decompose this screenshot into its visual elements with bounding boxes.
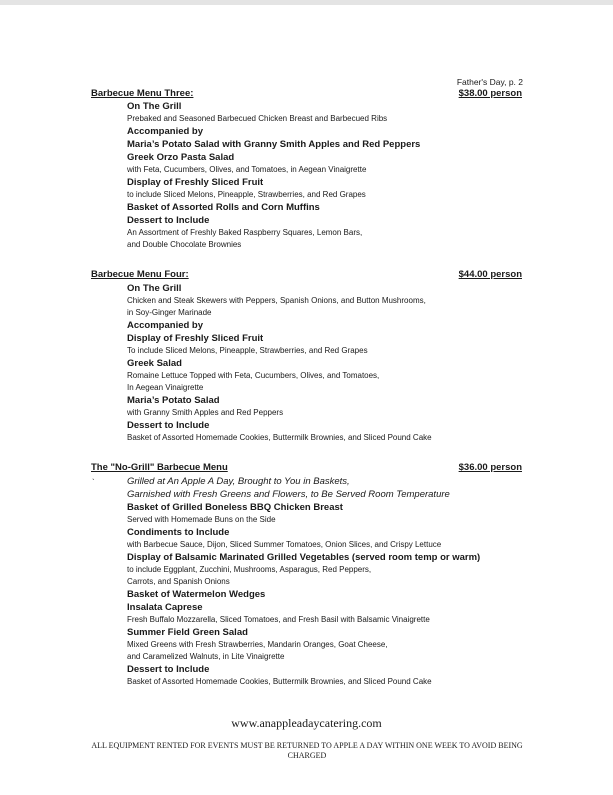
menu-header-three <box>91 88 522 99</box>
menu-item-description: Prebaked and Seasoned Barbecued Chicken Breast and Barbecued Ribs <box>127 114 388 123</box>
menu-item-description: Served with Homemade Buns on the Side <box>127 515 276 524</box>
menu-item-description: In Aegean Vinaigrette <box>127 383 204 392</box>
menu-item-heading: Accompanied by <box>127 320 204 331</box>
menu-item-heading: Dessert to Include <box>127 215 210 226</box>
menu-item-heading: On The Grill <box>127 101 182 112</box>
menu-item-heading: Condiments to Include <box>127 527 230 538</box>
menu-item-heading: Maria’s Potato Salad <box>127 395 220 406</box>
menu-item-heading: Display of Freshly Sliced Fruit <box>127 333 264 344</box>
top-bar <box>0 0 613 5</box>
menu-price: $36.00 person <box>458 462 522 473</box>
menu-item-heading: Maria’s Potato Salad with Granny Smith Apples and Red Peppers <box>127 139 421 150</box>
menu-item-description: to include Sliced Melons, Pineapple, Strawberries, and Red Grapes <box>127 190 366 199</box>
menu-item-heading: On The Grill <box>127 283 182 294</box>
menu-price: $38.00 person <box>458 88 522 99</box>
menu-item-description: Romaine Lettuce Topped with Feta, Cucumbers, Olives, and Tomatoes, <box>127 371 380 380</box>
menu-item-heading: Insalata Caprese <box>127 602 203 613</box>
equipment-disclaimer: ALL EQUIPMENT RENTED FOR EVENTS MUST BE RETURNED TO APPLE A DAY WITHIN ONE WEEK TO AVOID BEING CHARGED <box>91 741 523 760</box>
menu-item-heading: Display of Freshly Sliced Fruit <box>127 177 264 188</box>
menu-item-heading: Dessert to Include <box>127 664 210 675</box>
menu-item-description: Carrots, and Spanish Onions <box>127 577 230 586</box>
menu-title: Barbecue Menu Three: <box>91 88 194 99</box>
menu-item-description: Mixed Greens with Fresh Strawberries, Mandarin Oranges, Goat Cheese, <box>127 640 388 649</box>
menu-item-description: in Soy-Ginger Marinade <box>127 308 212 317</box>
menu-intro-text: Garnished with Fresh Greens and Flowers, to Be Served Room Temperature <box>127 489 450 500</box>
menu-title: The "No-Grill" Barbecue Menu <box>91 462 228 473</box>
menu-item-description: To include Sliced Melons, Pineapple, Strawberries, and Red Grapes <box>127 346 368 355</box>
menu-header-no-grill <box>91 462 522 473</box>
menu-item-heading: Accompanied by <box>127 126 204 137</box>
menu-title: Barbecue Menu Four: <box>91 269 189 280</box>
menu-item-description: Fresh Buffalo Mozzarella, Sliced Tomatoes, and Fresh Basil with Balsamic Vinaigrette <box>127 615 430 624</box>
menu-item-heading: Basket of Assorted Rolls and Corn Muffins <box>127 202 320 213</box>
menu-item-description: with Feta, Cucumbers, Olives, and Tomatoes, in Aegean Vinaigrette <box>127 165 367 174</box>
menu-header-four <box>91 269 522 280</box>
menu-item-description: and Caramelized Walnuts, in Lite Vinaigrette <box>127 652 285 661</box>
menu-item-description: with Barbecue Sauce, Dijon, Sliced Summer Tomatoes, Onion Slices, and Crispy Lettuce <box>127 540 442 549</box>
menu-item-description: Chicken and Steak Skewers with Peppers, Spanish Onions, and Button Mushrooms, <box>127 296 426 305</box>
menu-body-three <box>127 100 527 251</box>
menu-body-no-grill <box>127 475 527 688</box>
menu-item-description: and Double Chocolate Brownies <box>127 240 242 249</box>
menu-item-description: An Assortment of Freshly Baked Raspberry Squares, Lemon Bars, <box>127 228 363 237</box>
menu-body-four <box>127 282 527 444</box>
menu-item-description: to include Eggplant, Zucchini, Mushrooms, Asparagus, Red Peppers, <box>127 565 372 574</box>
menu-item-heading: Greek Orzo Pasta Salad <box>127 152 235 163</box>
menu-item-description: Basket of Assorted Homemade Cookies, Buttermilk Brownies, and Sliced Pound Cake <box>127 677 432 686</box>
menu-item-heading: Summer Field Green Salad <box>127 627 248 638</box>
menu-item-heading: Greek Salad <box>127 358 182 369</box>
menu-item-description: with Granny Smith Apples and Red Peppers <box>127 408 284 417</box>
menu-item-heading: Dessert to Include <box>127 420 210 431</box>
website-link[interactable]: www.anappleadaycatering.com <box>231 716 382 730</box>
stray-mark: ` <box>92 478 95 487</box>
menu-item-heading: Display of Balsamic Marinated Grilled Vegetables (served room temp or warm) <box>127 552 481 563</box>
menu-price: $44.00 person <box>458 269 522 280</box>
menu-item-description: Basket of Assorted Homemade Cookies, Buttermilk Brownies, and Sliced Pound Cake <box>127 433 432 442</box>
page-label: Father's Day, p. 2 <box>456 77 523 87</box>
menu-intro-text: Grilled at An Apple A Day, Brought to You in Baskets, <box>127 476 350 487</box>
menu-item-heading: Basket of Grilled Boneless BBQ Chicken Breast <box>127 502 343 513</box>
menu-item-heading: Basket of Watermelon Wedges <box>127 589 266 600</box>
